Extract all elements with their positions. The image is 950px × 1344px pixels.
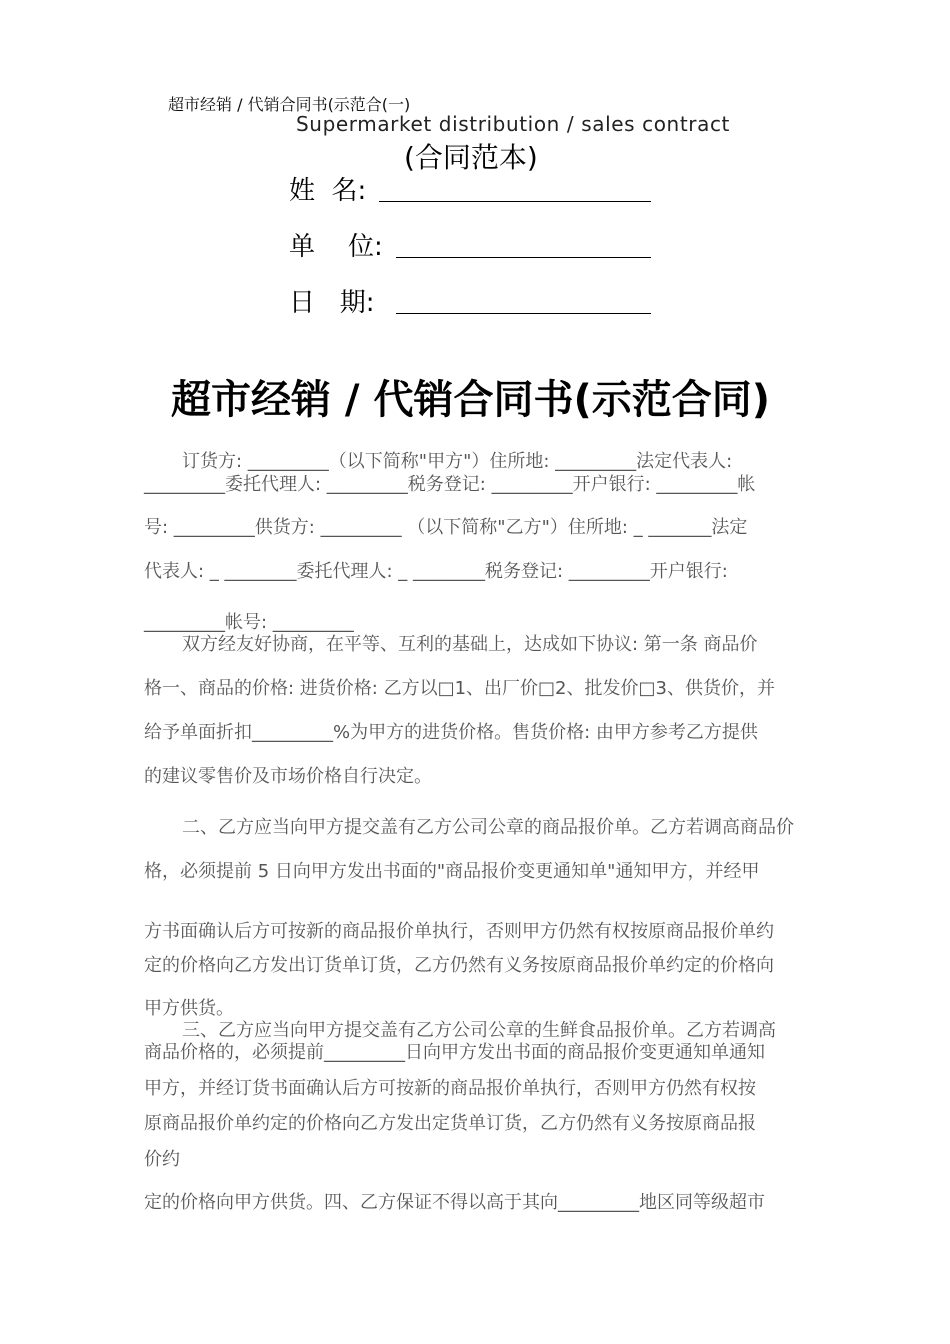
body-line-2: _________委托代理人: _________税务登记: _________开户银行: _________帐 [144,474,756,495]
main-title: 超市经销 / 代销合同书(示范合同) [171,377,771,423]
body-line-7: 格一、商品的价格: 进货价格: 乙方以□1、出厂价□2、批发价□3、供货价，并 [144,678,775,699]
body-line-5: _________帐号: _________ [144,612,354,633]
name-field-blank [379,201,651,202]
body-line-16: 商品价格的，必须提前_________日向甲方发出书面的商品报价变更通知单通知 [144,1042,765,1063]
unit-field-blank [396,257,651,258]
body-line-10: 二、乙方应当向甲方提交盖有乙方公司公章的商品报价单。乙方若调高商品价 [182,817,794,838]
unit-field-label: 单 位: [289,232,383,262]
body-line-12: 方书面确认后方可按新的商品报价单执行，否则甲方仍然有权按原商品报价单约 [144,921,774,942]
name-field-label: 姓 名: [289,176,367,206]
body-line-18: 原商品报价单约定的价格向乙方发出定货单订货，乙方仍然有义务按原商品报 [144,1113,756,1134]
body-line-3: 号: _________供货方: _________ （以下简称"乙方"）住所地: _ _______法定 [144,517,748,538]
body-line-1: 订货方: _________（以下简称"甲方"）住所地: _________法定代表人: [182,451,733,472]
date-field-label: 日 期: [289,288,375,318]
body-line-9: 的建议零售价及市场价格自行决定。 [144,766,432,787]
body-line-13: 定的价格向乙方发出订货单订货，乙方仍然有义务按原商品报价单约定的价格向 [144,955,774,976]
body-line-17: 甲方，并经订货书面确认后方可按新的商品报价单执行，否则甲方仍然有权按 [144,1078,756,1099]
body-line-14: 甲方供货。 [144,998,234,1019]
body-line-19: 价约 [144,1149,180,1170]
body-line-15: 三、乙方应当向甲方提交盖有乙方公司公章的生鲜食品报价单。乙方若调高 [182,1020,776,1041]
document-header-title: 超市经销 / 代销合同书(示范合(一) [168,95,411,114]
document-english-title: Supermarket distribution / sales contract [296,112,730,136]
body-line-20: 定的价格向甲方供货。四、乙方保证不得以高于其向_________地区同等级超市 [144,1192,765,1213]
contract-sample-label: (合同范本) [404,141,538,174]
body-line-6: 双方经友好协商，在平等、互利的基础上，达成如下协议: 第一条 商品价 [182,634,758,655]
body-line-11: 格，必须提前 5 日向甲方发出书面的"商品报价变更通知单"通知甲方，并经甲 [144,861,760,882]
date-field-blank [396,313,651,314]
body-line-4: 代表人: _ ________委托代理人: _ ________税务登记: _________开户银行: [144,561,728,582]
body-line-8: 给予单面折扣_________%为甲方的进货价格。售货价格: 由甲方参考乙方提供 [144,722,758,743]
